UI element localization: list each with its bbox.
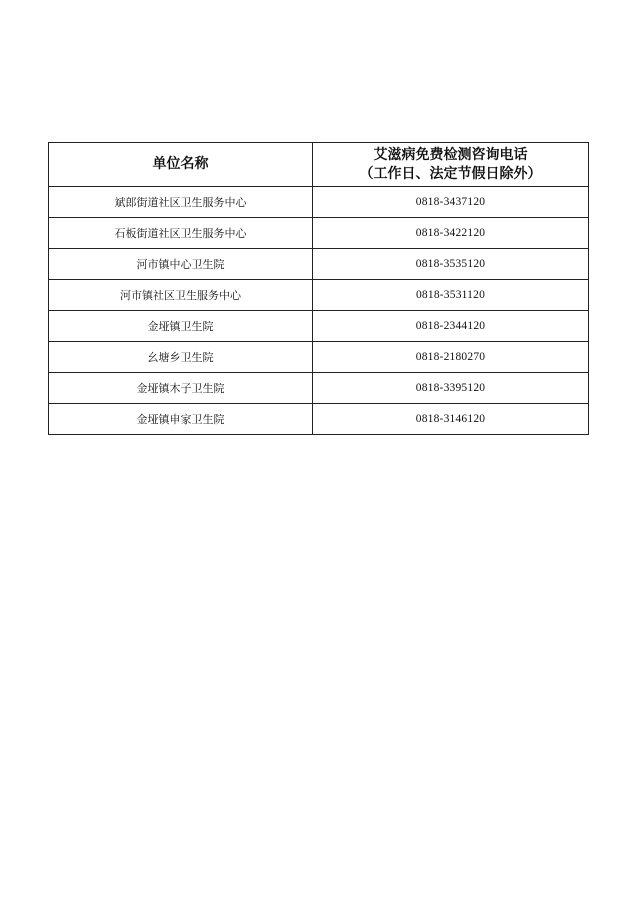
table-row [49,373,589,404]
table-row [49,342,589,373]
table-row [49,249,589,280]
phone-cell: 0818-3531120 [313,280,589,311]
unit-name-cell: 河市镇社区卫生服务中心 [49,280,313,311]
unit-name-cell: 幺塘乡卫生院 [49,342,313,373]
phone-cell: 0818-3535120 [313,249,589,280]
table-row [49,311,589,342]
header-phone-note: （工作日、法定节假日除外） [359,165,542,182]
phone-cell: 0818-2180270 [313,342,589,373]
phone-cell: 0818-3437120 [313,187,589,218]
header-phone-title: 艾滋病免费检测咨询电话 [373,146,528,163]
table-body [49,187,589,435]
phone-cell: 0818-3395120 [313,373,589,404]
unit-name-cell: 河市镇中心卫生院 [49,249,313,280]
phone-cell: 0818-3146120 [313,404,589,435]
phone-cell: 0818-3422120 [313,218,589,249]
table-header [49,143,589,187]
table-row [49,218,589,249]
unit-name-cell: 石板街道社区卫生服务中心 [49,218,313,249]
unit-name-cell: 斌郎街道社区卫生服务中心 [49,187,313,218]
contact-table [48,142,589,435]
header-row [49,143,589,187]
header-unit-name: 单位名称 [49,143,313,187]
phone-cell: 0818-2344120 [313,311,589,342]
unit-name-cell: 金垭镇卫生院 [49,311,313,342]
table-row [49,187,589,218]
unit-name-cell: 金垭镇木子卫生院 [49,373,313,404]
table-row [49,404,589,435]
header-phone [313,143,589,187]
unit-name-cell: 金垭镇申家卫生院 [49,404,313,435]
table-row [49,280,589,311]
